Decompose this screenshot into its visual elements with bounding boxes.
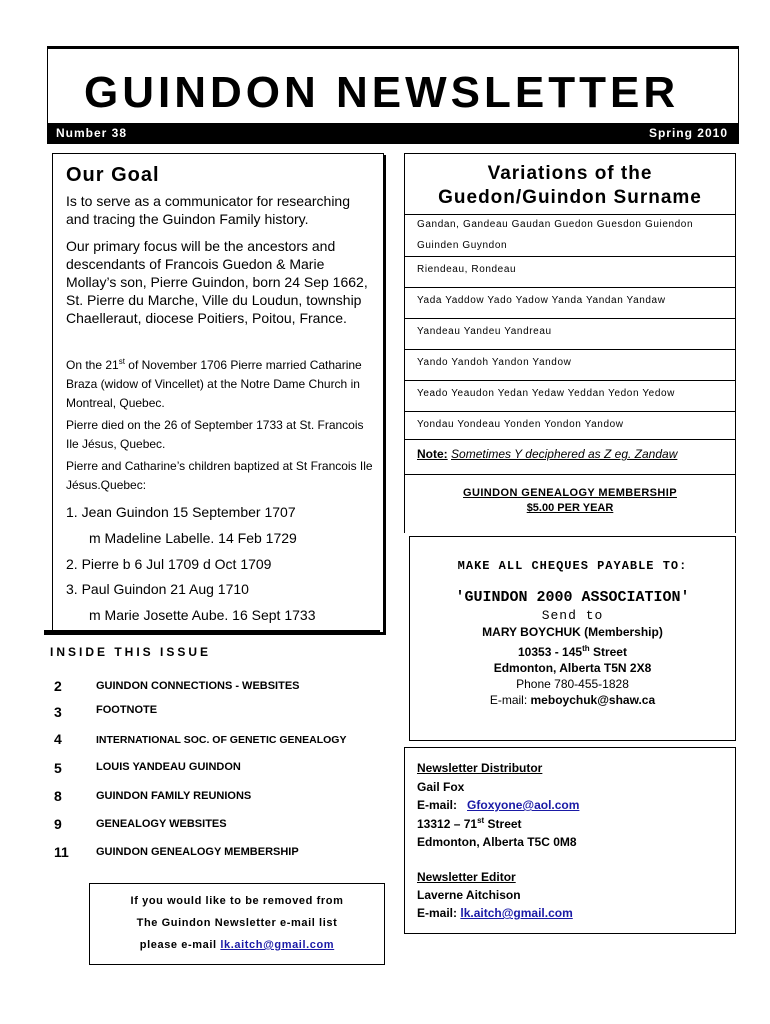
unsubscribe-line-3: please e-mail lk.aitch@gmail.com <box>139 939 335 951</box>
our-goal-box <box>52 153 384 633</box>
goal-heading: Our Goal <box>66 164 160 186</box>
inside-this-issue <box>44 630 380 870</box>
membership-email[interactable]: meboychuk@shaw.ca <box>530 693 656 707</box>
issue-number: Number 38 <box>56 126 128 140</box>
distributor-city: Edmonton, Alberta T5C 0M8 <box>417 835 577 849</box>
contacts-box <box>404 747 736 934</box>
membership-city: Edmonton, Alberta T5N 2X8 <box>493 661 652 675</box>
distributor-email-line: E-mail: Gfoxyone@aol.com <box>417 798 580 812</box>
cheques-box <box>409 536 736 741</box>
membership-contact: MARY BOYCHUK (Membership) <box>482 625 663 639</box>
distributor-name: Gail Fox <box>417 780 465 794</box>
toc-page: 8 <box>54 788 62 804</box>
goal-para-1: Is to serve as a communicator for researching and tracing the Guindon Family history. <box>66 193 351 227</box>
unsubscribe-box <box>89 883 385 965</box>
toc-title[interactable]: FOOTNOTE <box>96 704 158 716</box>
association-name: 'GUINDON 2000 ASSOCIATION' <box>455 589 690 606</box>
child-3: 3. Paul Guindon 21 Aug 1710 <box>66 581 249 597</box>
variation-row: Yondau Yondeau Yonden Yondon Yandow <box>405 411 735 442</box>
membership-phone: Phone 780-455-1828 <box>516 677 629 691</box>
toc-page: 2 <box>54 678 62 694</box>
variation-row: Yada Yaddow Yado Yadow Yanda Yandan Yandaw <box>405 287 735 318</box>
toc-title[interactable]: GUINDON CONNECTIONS - WEBSITES <box>96 680 300 692</box>
membership-price: $5.00 PER YEAR <box>526 502 614 514</box>
variations-heading: Variations of the Guedon/Guindon Surname <box>438 163 702 208</box>
toc-title[interactable]: GUINDON FAMILY REUNIONS <box>96 790 252 802</box>
child-3-marriage: m Marie Josette Aube. 16 Sept 1733 <box>89 607 316 623</box>
toc-page: 9 <box>54 816 62 832</box>
membership-header <box>404 473 736 533</box>
send-to: Send to <box>541 608 604 623</box>
toc-page: 3 <box>54 704 62 720</box>
variation-row: Yandeau Yandeu Yandreau <box>405 318 735 349</box>
editor-email-link[interactable]: lk.aitch@gmail.com <box>220 939 335 951</box>
cheques-payable: MAKE ALL CHEQUES PAYABLE TO: <box>457 559 688 573</box>
masthead <box>47 46 739 144</box>
distributor-email-link[interactable]: Gfoxyone@aol.com <box>467 798 580 812</box>
toc-page: 5 <box>54 760 62 776</box>
editor-email[interactable]: lk.aitch@gmail.com <box>460 906 573 920</box>
goal-para-2: Our primary focus will be the ancestors and descendants of Francois Guedon & Marie Mollay’s son, Pierre Guindon, born 24 Sep 1662, St. Pierre du Marche, Ville du Loudun, township Chaelleraut, diocese Poitiers, Poitou, France. <box>66 238 368 326</box>
distributor-street: 13312 – 71st Street <box>417 816 522 831</box>
toc-title[interactable]: GUINDON GENEALOGY MEMBERSHIP <box>96 846 299 858</box>
section-rule <box>44 630 380 635</box>
membership-street: 10353 - 145th Street <box>518 644 627 659</box>
child-1: 1. Jean Guindon 15 September 1707 <box>66 504 296 520</box>
issue-band <box>48 123 738 143</box>
toc-title[interactable]: GENEALOGY WEBSITES <box>96 818 227 830</box>
membership-title: GUINDON GENEALOGY MEMBERSHIP <box>463 487 677 499</box>
goal-para-3: On the 21st of November 1706 Pierre married Catharine Braza (widow of Vincellet) at the Notre Dame Church in Montreal, Quebec. <box>66 357 362 410</box>
child-2: 2. Pierre b 6 Jul 1709 d Oct 1709 <box>66 556 272 572</box>
newsletter-title: GUINDON NEWSLETTER <box>84 68 680 117</box>
editor-name: Laverne Aitchison <box>417 888 521 902</box>
child-1-marriage: m Madeline Labelle. 14 Feb 1729 <box>89 530 297 546</box>
variation-row: Yando Yandoh Yandon Yandow <box>405 349 735 380</box>
editor-label: Newsletter Editor <box>417 870 516 884</box>
variation-note: Note: Sometimes Y deciphered as Z eg. Zandaw <box>405 439 735 474</box>
variation-row: Guinden Guyndon <box>417 240 508 251</box>
goal-para-4: Pierre died on the 26 of September 1733 at St. Francois Ile Jésus, Quebec. <box>66 418 364 451</box>
issue-season: Spring 2010 <box>648 126 728 140</box>
surname-variations-box <box>404 153 736 475</box>
distributor-label: Newsletter Distributor <box>417 761 543 775</box>
toc-title[interactable]: LOUIS YANDEAU GUINDON <box>96 761 241 773</box>
variation-row: Yeado Yeaudon Yedan Yedaw Yeddan Yedon Yedow <box>405 380 735 411</box>
unsubscribe-line-1: If you would like to be removed from <box>130 895 344 907</box>
variation-row: Riendeau, Rondeau <box>405 256 735 287</box>
editor-email-line: E-mail: lk.aitch@gmail.com <box>417 906 573 920</box>
inside-heading: INSIDE THIS ISSUE <box>50 645 212 659</box>
toc-title[interactable]: INTERNATIONAL SOC. OF GENETIC GENEALOGY <box>96 734 347 746</box>
toc-page: 4 <box>54 731 62 747</box>
variation-row: Gandan, Gandeau Gaudan Guedon Guesdon Guiendon <box>405 214 735 242</box>
toc-page: 11 <box>54 844 69 860</box>
unsubscribe-line-2: The Guindon Newsletter e-mail list <box>136 917 338 929</box>
membership-email-line: E-mail: meboychuk@shaw.ca <box>489 693 656 707</box>
goal-para-5: Pierre and Catharine’s children baptized at St Francois Ile Jésus.Quebec: <box>66 459 373 492</box>
